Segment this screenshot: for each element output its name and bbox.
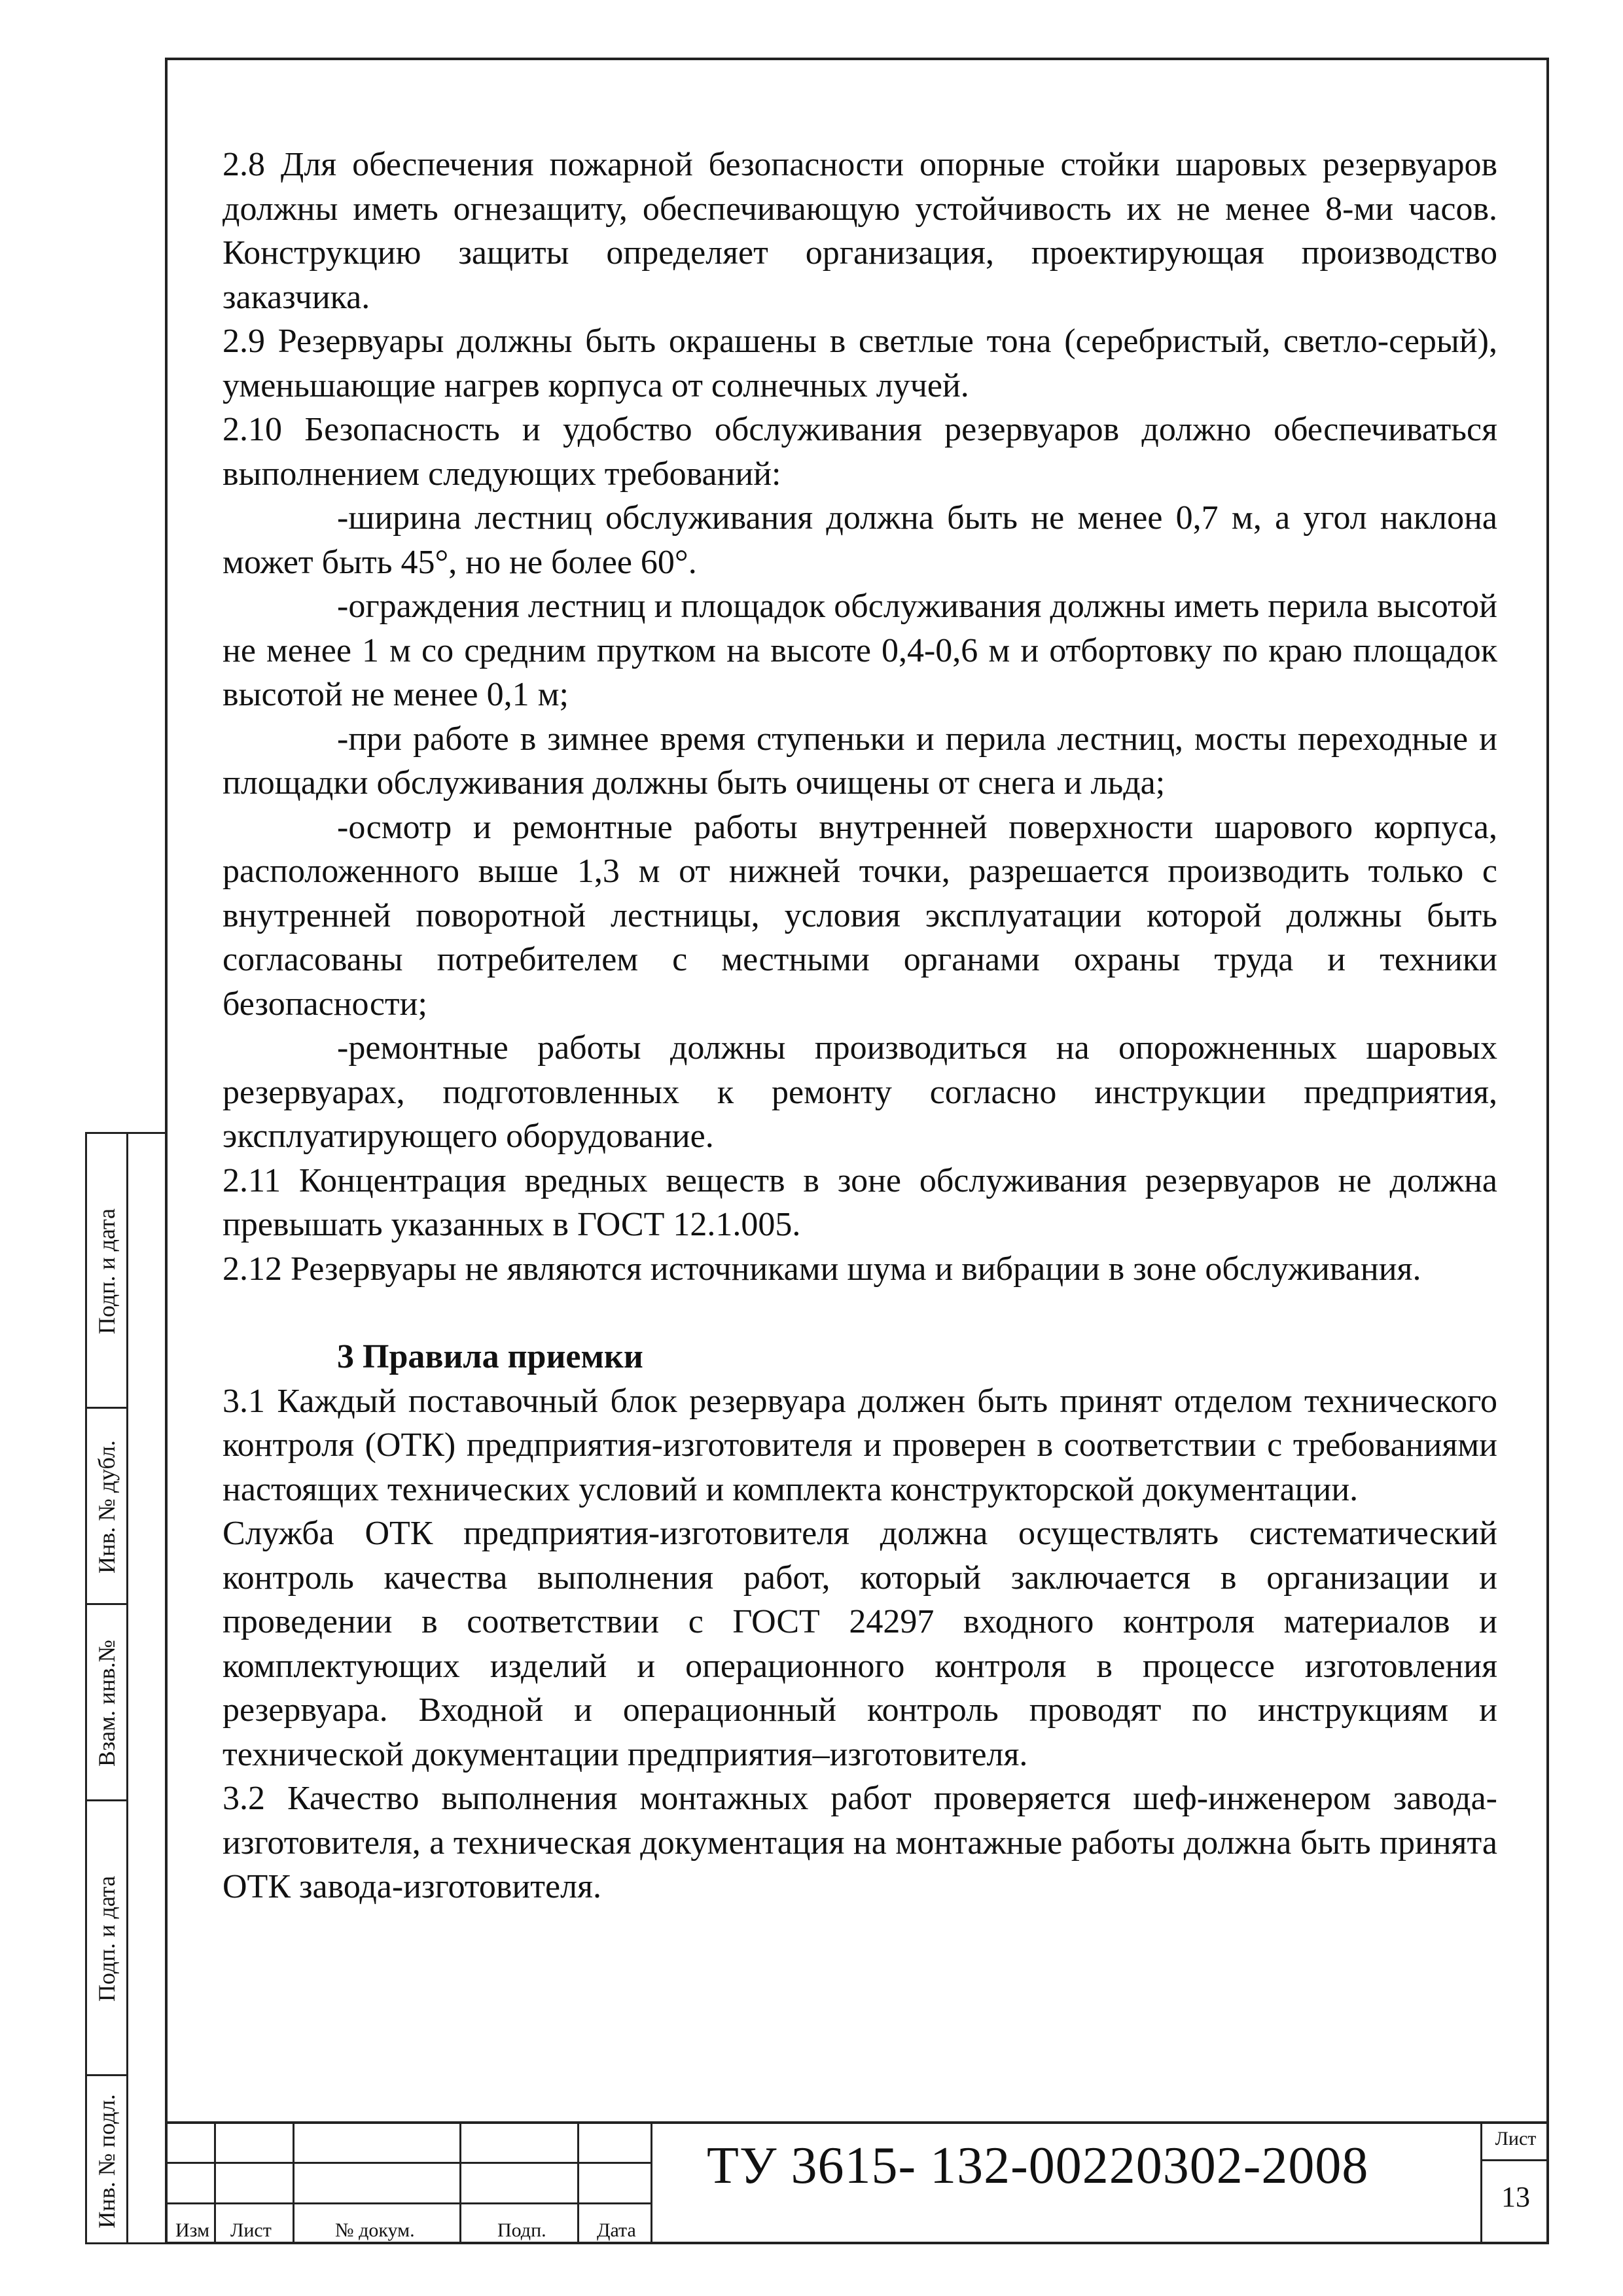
requirement-item: -ограждения лестниц и площадок обслуживания должны иметь перила высотой не менее 1 м со средним прутком на высоте 0,4-0,6 м и отбортовку по краю площадок высотой не менее 0,1 м;: [223, 588, 1497, 713]
sheet-number: 13: [1501, 2181, 1530, 2213]
grid-line: [577, 2121, 579, 2244]
grid-line: [214, 2121, 216, 2244]
grid-line: [459, 2121, 461, 2244]
paragraph-2-8: 2.8 Для обеспечения пожарной безопасности опорные стойки шаровых резервуаров должны иметь огнезащиту, обеспечивающую устойчивость их не менее 8-ми часов. Конструкцию защиты определяет организация, проектирующая производство заказчика.: [223, 146, 1497, 316]
label-data: Дата: [597, 2219, 636, 2241]
label-podp-data-bottom: Подп. и дата: [94, 1875, 120, 2002]
sheet-separator: [1482, 2159, 1549, 2161]
paragraph-2-10: 2.10 Безопасность и удобство обслуживания резервуаров должно обеспечиваться выполнением следующих требований:: [223, 411, 1497, 493]
requirement-item: -ширина лестниц обслуживания должна быть не менее 0,7 м, а угол наклона может быть 45°, но не более 60°.: [223, 499, 1497, 581]
cell-podp-data-bottom: [87, 1801, 126, 2076]
document-code: ТУ 3615- 132-00220302-2008: [707, 2137, 1369, 2195]
label-doc-num: № докум.: [335, 2219, 415, 2241]
document-body: [223, 143, 1497, 1909]
sheet-label: Лист: [1495, 2128, 1537, 2149]
paragraph-2-12: 2.12 Резервуары не являются источниками шума и вибрации в зоне обслуживания.: [223, 1250, 1421, 1288]
grid-line: [293, 2121, 294, 2244]
grid-line: [651, 2121, 652, 2244]
cell-podp-data-top: [87, 1134, 126, 1409]
label-list: Лист: [230, 2219, 272, 2241]
paragraph-3-1: 3.1 Каждый поставочный блок резервуара должен быть принят отделом технического контроля (ОТК) предприятия-изготовителя и проверен в соответствии с требованиями настоящих технических условий и комплекта конструкторской документации.: [223, 1382, 1497, 1508]
cell-vzam-inv: [87, 1605, 126, 1801]
label-inv-dubl: Инв. № дубл.: [94, 1440, 120, 1574]
requirement-item: -осмотр и ремонтные работы внутренней поверхности шарового корпуса, расположенного выше 1,3 м от нижней точки, разрешается производить только с внутренней поворотной лестницы, условия эксплуатации которой должны быть согласованы потребителем с местными органами охраны труда и техники безопасности;: [223, 808, 1497, 1023]
label-izm: Изм: [175, 2219, 210, 2241]
requirement-item: -ремонтные работы должны производиться на опорожненных шаровых резервуарах, подготовленных к ремонту согласно инструкции предприятия, эксплуатирующего оборудование.: [223, 1029, 1497, 1155]
sheet-box: [1480, 2121, 1549, 2244]
label-vzam-inv: Взам. инв.№: [94, 1640, 120, 1767]
requirement-item: -при работе в зимнее время ступеньки и перила лестниц, мосты переходные и площадки обслуживания должны быть очищены от снега и льда;: [223, 720, 1497, 802]
label-podp: Подп.: [497, 2219, 546, 2241]
side-registration-strip: [85, 1132, 165, 2244]
paragraph-2-11: 2.11 Концентрация вредных веществ в зоне обслуживания резервуаров не должна превышать указанных в ГОСТ 12.1.005.: [223, 1161, 1497, 1243]
section-heading-3: 3 Правила приемки: [337, 1338, 643, 1375]
paragraph-3-1-otk: Служба ОТК предприятия-изготовителя должна осуществлять систематический контроль качества выполнения работ, который заключается в организации и проведении в соответствии с ГОСТ 24297 входного контроля материалов и комплектующих изделий и операционного контроля в процессе изготовления резервуара. Входной и операционный контроль проводят по инструкциям и технической документации предприятия–изготовителя.: [223, 1515, 1497, 1773]
label-podp-data-top: Подп. и дата: [94, 1208, 120, 1335]
strip-divider: [126, 1134, 128, 2242]
paragraph-2-9: 2.9 Резервуары должны быть окрашены в светлые тона (серебристый, светло-серый), уменьшающие нагрев корпуса от солнечных лучей.: [223, 323, 1497, 404]
paragraph-3-2: 3.2 Качество выполнения монтажных работ проверяется шеф-инженером завода-изготовителя, а техническая документация на монтажные работы должна быть принята ОТК завода-изготовителя.: [223, 1780, 1497, 1905]
cell-inv-podl: [87, 2076, 126, 2246]
label-inv-podl: Инв. № подл.: [94, 2094, 120, 2229]
cell-inv-dubl: [87, 1409, 126, 1605]
